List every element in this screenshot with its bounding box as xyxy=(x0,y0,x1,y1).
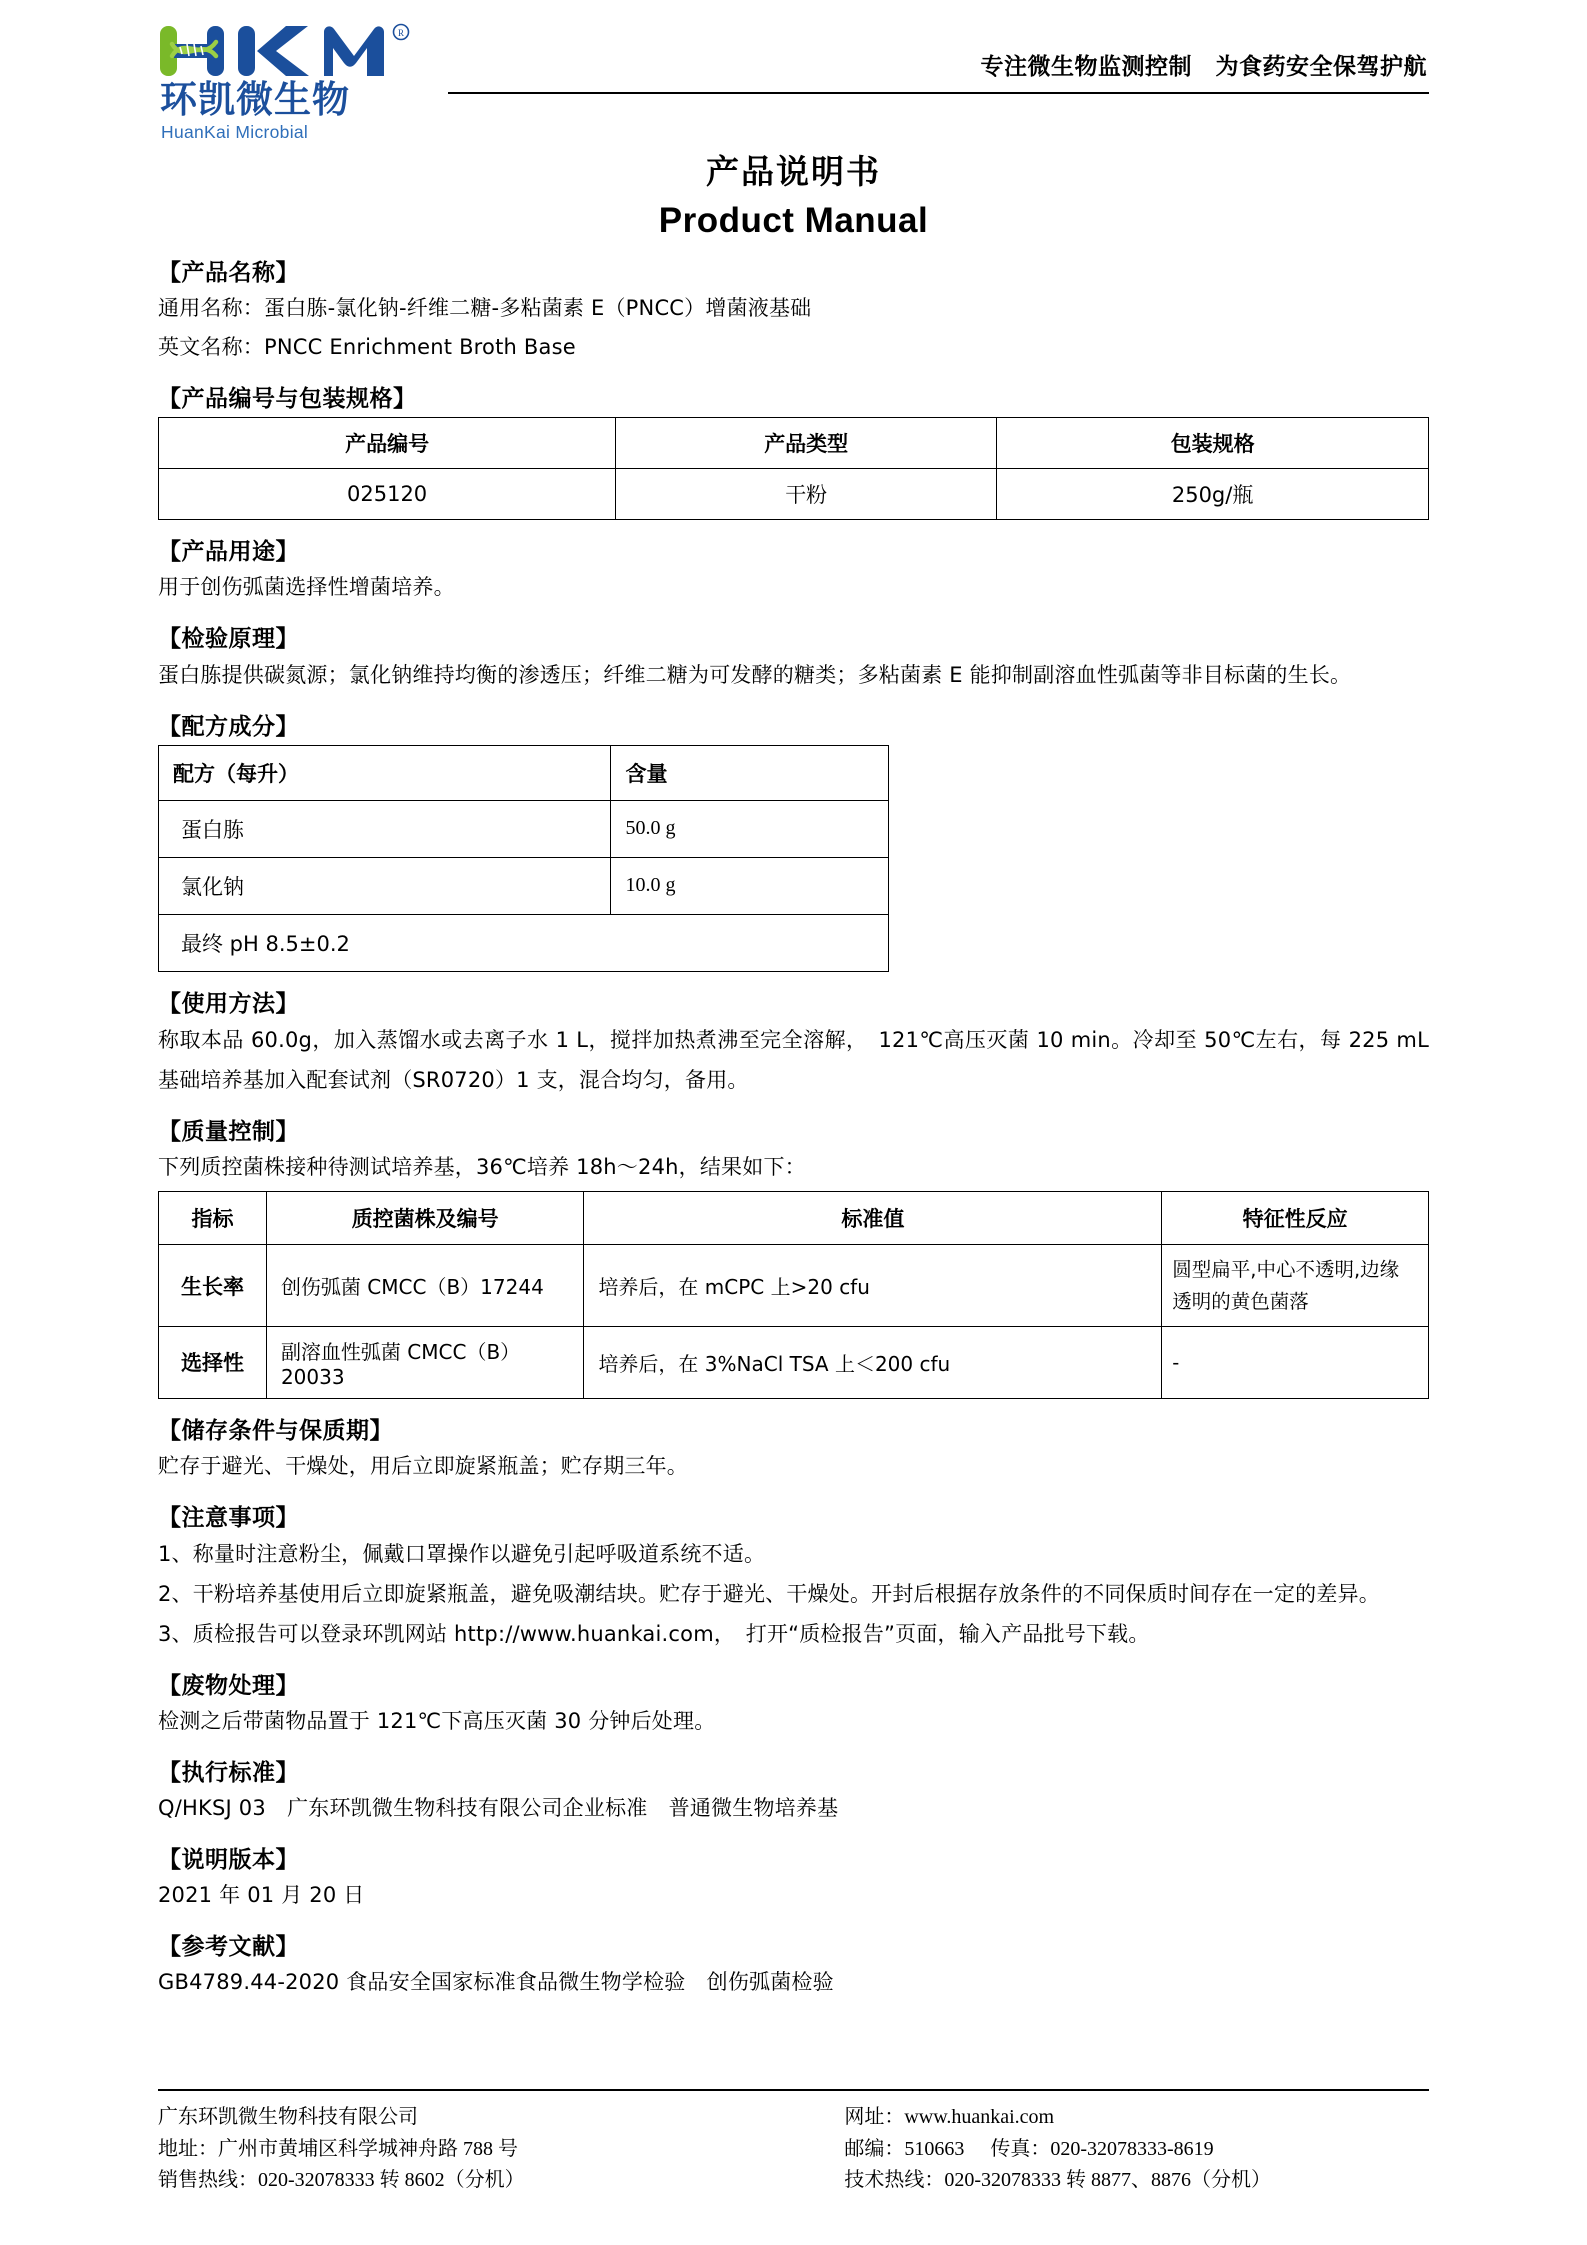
section-heading-standard: 【执行标准】 xyxy=(158,1760,299,1787)
table-header-row xyxy=(159,417,1429,468)
company-tagline: 专注微生物监测控制 为食药安全保驾护航 xyxy=(980,54,1427,80)
formula-cell-amount: 50.0 g xyxy=(611,800,888,857)
section-heading-waste: 【废物处理】 xyxy=(158,1673,299,1700)
footer-tech-hotline: 技术热线：020-32078333 转 8877、8876（分机） xyxy=(844,2169,1271,2192)
footer-postcode-fax xyxy=(844,2134,1429,2166)
section-heading-version: 【说明版本】 xyxy=(158,1847,299,1874)
footer-left-column xyxy=(158,2102,844,2197)
table-row xyxy=(159,857,889,914)
quality-control-table xyxy=(158,1191,1429,1398)
formula-table xyxy=(158,745,889,972)
section-heading-product-name: 【产品名称】 xyxy=(158,260,299,286)
formula-col-name: 配方（每升） xyxy=(159,745,611,800)
footer-sales-hotline: 销售热线：020-32078333 转 8602（分机） xyxy=(158,2169,525,2192)
formula-col-amount: 含量 xyxy=(611,745,888,800)
method-text: 称取本品 60.0g，加入蒸馏水或去离子水 1 L，搅拌加热煮沸至完全溶解， 121℃高压灭菌 10 min。冷却至 50℃左右，每 225 mL 基础培养基加入配套试剂（SR0720）1 支，混合均匀，备用。 xyxy=(158,1027,1429,1093)
page-title-en: Product Manual xyxy=(658,201,929,240)
spec-table xyxy=(158,417,1429,520)
qc-col-reaction: 特征性反应 xyxy=(1162,1192,1429,1245)
product-english-name-value: PNCC Enrichment Broth Base xyxy=(264,334,576,359)
qc-cell-indicator: 生长率 xyxy=(159,1245,267,1326)
references-text: GB4789.44-2020 食品安全国家标准食品微生物学检验 创伤弧菌检验 xyxy=(158,1970,834,1994)
spec-col-product-type: 产品类型 xyxy=(616,417,997,468)
section-heading-purpose: 【产品用途】 xyxy=(158,538,299,565)
purpose-text: 用于创伤弧菌选择性增菌培养。 xyxy=(158,574,455,599)
svg-text:R: R xyxy=(397,28,405,38)
table-row xyxy=(159,1326,1429,1398)
spec-cell-package-size: 250g/瓶 xyxy=(997,468,1429,519)
formula-cell-name: 蛋白胨 xyxy=(159,800,611,857)
product-generic-name-label: 通用名称： xyxy=(158,296,264,320)
qc-col-indicator: 指标 xyxy=(159,1192,267,1245)
qc-col-strain: 质控菌株及编号 xyxy=(266,1192,584,1245)
logo-chinese-name: 环凯微生物 xyxy=(160,78,350,121)
product-english-name-line xyxy=(158,328,1429,367)
qc-cell-strain: 创伤弧菌 CMCC（B）17244 xyxy=(266,1245,584,1326)
page-footer xyxy=(158,2089,1429,2197)
page-title-cn: 产品说明书 xyxy=(706,152,881,191)
section-heading-precautions: 【注意事项】 xyxy=(158,1504,299,1531)
qc-col-standard: 标准值 xyxy=(584,1192,1162,1245)
logo-english-name: HuanKai Microbial xyxy=(161,121,309,142)
footer-company-name: 广东环凯微生物科技有限公司 xyxy=(158,2106,418,2129)
table-row xyxy=(159,1245,1429,1326)
section-heading-references: 【参考文献】 xyxy=(158,1934,299,1960)
section-heading-storage: 【储存条件与保质期】 xyxy=(158,1417,393,1444)
qc-cell-standard: 培养后，在 3%NaCl TSA 上＜200 cfu xyxy=(584,1326,1162,1398)
waste-text: 检测之后带菌物品置于 121℃下高压灭菌 30 分钟后处理。 xyxy=(158,1709,716,1734)
spec-cell-product-type: 干粉 xyxy=(616,468,997,519)
spec-cell-product-code: 025120 xyxy=(159,468,616,519)
footer-fax: 传真：020-32078333-8619 xyxy=(990,2137,1214,2160)
product-generic-name-value: 蛋白胨-氯化钠-纤维二糖-多粘菌素 E（PNCC）增菌液基础 xyxy=(264,296,812,320)
quality-control-intro: 下列质控菌株接种待测试培养基，36℃培养 18h～24h，结果如下： xyxy=(158,1155,806,1180)
table-row xyxy=(159,800,889,857)
footer-postcode: 邮编：510663 xyxy=(844,2137,965,2160)
footer-divider xyxy=(158,2089,1429,2091)
standard-text: Q/HKSJ 03 广东环凯微生物科技有限公司企业标准 普通微生物培养基 xyxy=(158,1796,839,1821)
qc-cell-reaction: - xyxy=(1162,1326,1429,1398)
footer-columns xyxy=(158,2102,1429,2197)
precaution-item: 2、干粉培养基使用后立即旋紧瓶盖，避免吸潮结块。贮存于避光、干燥处。开封后根据存放条件的不同保质时间存在一定的差异。 xyxy=(158,1581,1380,1606)
section-heading-quality-control: 【质量控制】 xyxy=(158,1119,299,1146)
header-right xyxy=(448,0,1429,94)
principle-text: 蛋白胨提供碳氮源；氯化钠维持均衡的渗透压；纤维二糖为可发酵的糖类；多粘菌素 E 能抑制副溶血性弧菌等非目标菌的生长。 xyxy=(158,662,1352,687)
footer-right-column xyxy=(844,2102,1429,2197)
header-divider xyxy=(448,92,1429,94)
product-generic-name-line xyxy=(158,289,1429,328)
precaution-item: 1、称量时注意粉尘，佩戴口罩操作以避免引起呼吸道系统不适。 xyxy=(158,1541,766,1566)
precaution-item: 3、质检报告可以登录环凯网站 http://www.huankai.com， 打开“质检报告”页面，输入产品批号下载。 xyxy=(158,1622,1150,1647)
qc-cell-standard: 培养后，在 mCPC 上>20 cfu xyxy=(584,1245,1162,1326)
section-heading-method: 【使用方法】 xyxy=(158,990,299,1017)
company-logo xyxy=(158,0,448,143)
footer-address: 地址：广州市黄埔区科学城神舟路 788 号 xyxy=(158,2137,518,2160)
section-heading-formula: 【配方成分】 xyxy=(158,713,299,740)
table-row-ph xyxy=(159,914,889,971)
formula-cell-name: 氯化钠 xyxy=(159,857,611,914)
formula-cell-ph: 最终 pH 8.5±0.2 xyxy=(159,914,889,971)
hkm-logo-icon xyxy=(158,22,420,80)
table-header-row xyxy=(159,745,889,800)
section-heading-principle: 【检验原理】 xyxy=(158,625,299,652)
table-row xyxy=(159,468,1429,519)
product-english-name-label: 英文名称： xyxy=(158,334,264,359)
section-heading-spec: 【产品编号与包装规格】 xyxy=(158,385,417,412)
spec-col-product-code: 产品编号 xyxy=(159,417,616,468)
storage-text: 贮存于避光、干燥处，用后立即旋紧瓶盖；贮存期三年。 xyxy=(158,1453,688,1478)
qc-cell-reaction: 圆型扁平,中心不透明,边缘透明的黄色菌落 xyxy=(1162,1245,1429,1326)
version-text: 2021 年 01 月 20 日 xyxy=(158,1883,365,1908)
formula-cell-amount: 10.0 g xyxy=(611,857,888,914)
footer-website: 网址：www.huankai.com xyxy=(844,2106,1055,2129)
table-header-row xyxy=(159,1192,1429,1245)
spec-col-package-size: 包装规格 xyxy=(997,417,1429,468)
page-header xyxy=(158,0,1429,142)
qc-cell-indicator: 选择性 xyxy=(159,1326,267,1398)
qc-cell-strain: 副溶血性弧菌 CMCC（B）20033 xyxy=(266,1326,584,1398)
